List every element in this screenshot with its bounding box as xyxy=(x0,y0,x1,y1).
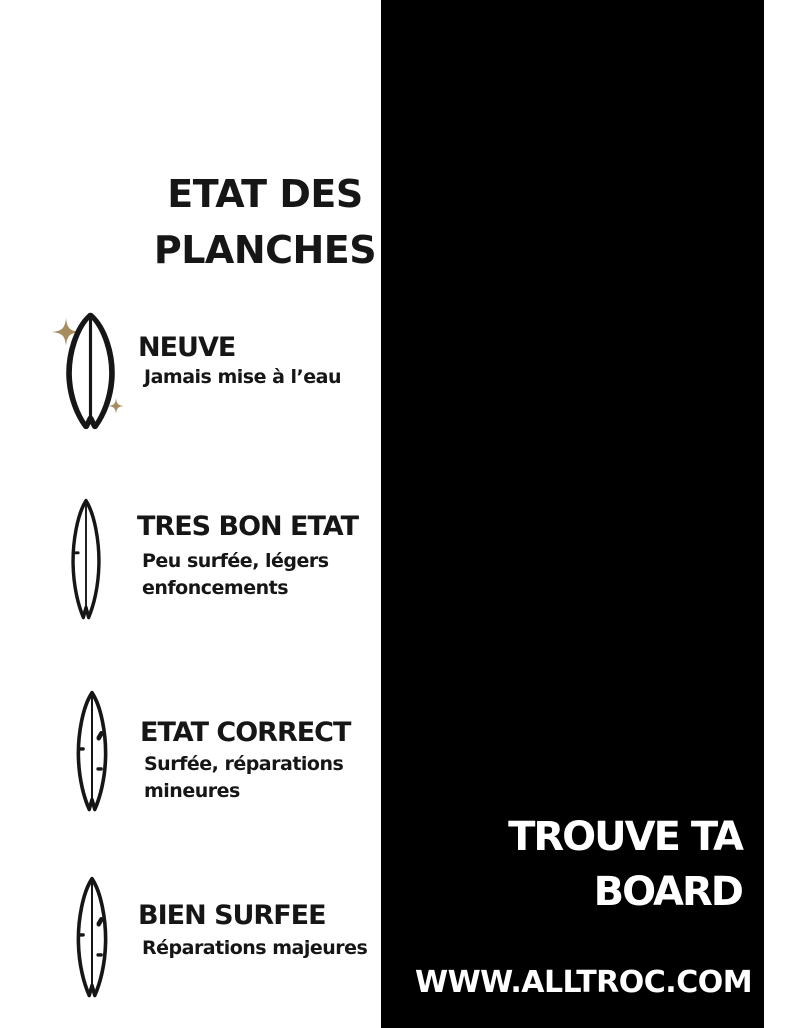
surfboard-icon xyxy=(69,315,112,427)
item-description: Réparations majeures xyxy=(142,937,368,959)
item-description: Jamais mise à l’eau xyxy=(144,366,341,388)
item-title: NEUVE xyxy=(138,332,236,363)
item-title: TRES BON ETAT xyxy=(137,511,359,542)
item-description: Surfée, réparations mineures xyxy=(144,753,344,802)
surfboard-icon xyxy=(73,501,99,617)
surfboard-major-repairs-icon xyxy=(72,876,112,1000)
tagline: TROUVE TA BOARD xyxy=(508,814,742,915)
page-title: ETAT DES PLANCHES xyxy=(153,172,377,272)
surfboard-icon xyxy=(78,693,106,809)
surfboard-minor-repairs-icon xyxy=(72,690,112,814)
item-title: BIEN SURFEE xyxy=(138,900,326,931)
surfboard-icon xyxy=(78,879,106,995)
surfboard-one-ding-icon xyxy=(67,498,105,622)
item-title: ETAT CORRECT xyxy=(140,717,351,748)
surfboard-new-icon xyxy=(40,310,150,440)
item-description: Peu surfée, légers enfoncements xyxy=(142,550,329,599)
right-white-strip xyxy=(764,0,800,1028)
website-url: WWW.ALLTROC.COM xyxy=(415,965,753,1000)
